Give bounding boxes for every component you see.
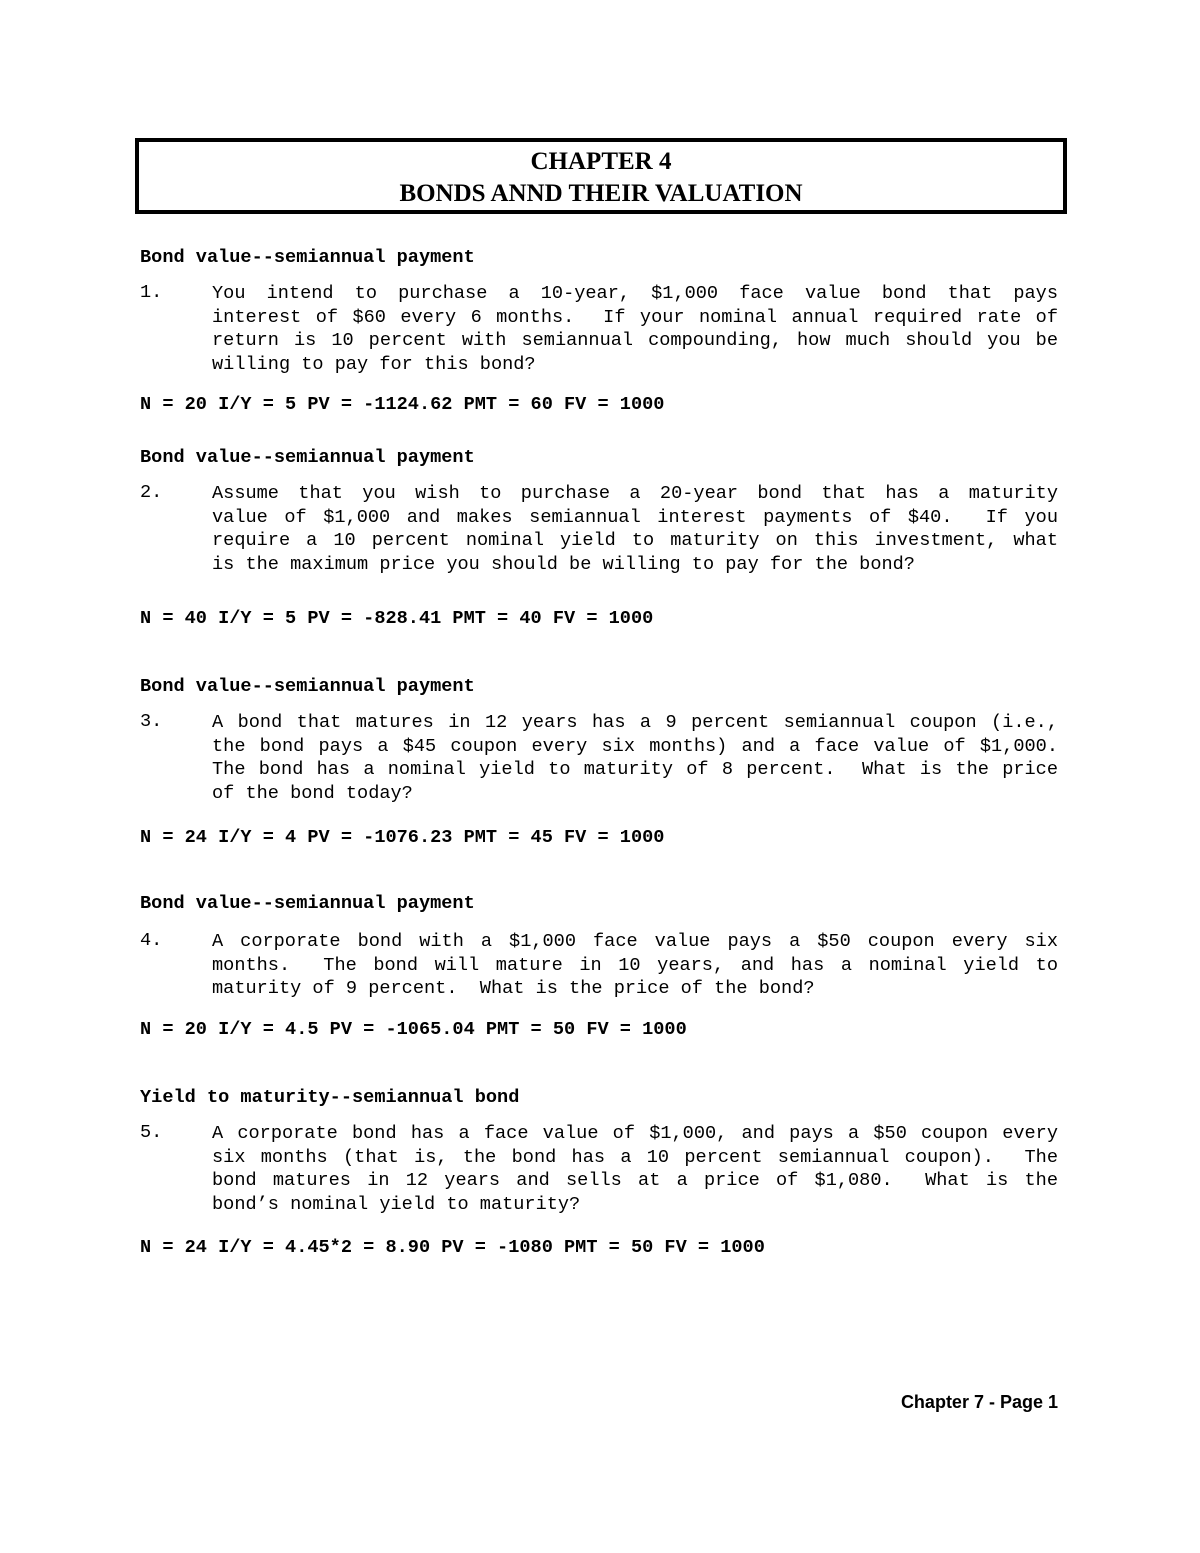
- page-footer: Chapter 7 - Page 1: [900, 1392, 1058, 1412]
- problem-1-text: [212, 282, 1062, 376]
- problem-5-line: bond’s nominal yield to maturity?: [212, 1193, 581, 1215]
- problem-4-answer: N = 20 I/Y = 4.5 PV = -1065.04 PMT = 50 FV = 1000: [140, 1019, 687, 1040]
- problem-2-number: 2.: [140, 482, 163, 503]
- problem-3-number: 3.: [140, 711, 163, 732]
- problem-4-heading: Bond value--semiannual payment: [140, 893, 475, 914]
- problem-3-line: the bond pays a $45 coupon every six months) and a face value of $1,000.: [212, 735, 1058, 757]
- problem-1-number: 1.: [140, 282, 163, 303]
- problem-2-text: [212, 482, 1062, 576]
- chapter-number: CHAPTER 4: [530, 148, 672, 175]
- problem-5-heading: Yield to maturity--semiannual bond: [140, 1087, 520, 1108]
- problem-4-number: 4.: [140, 930, 163, 951]
- problem-2-line: is the maximum price you should be willing to pay for the bond?: [212, 553, 915, 575]
- problem-2-line: value of $1,000 and makes semiannual interest payments of $40. If you: [212, 506, 1058, 528]
- problem-3-line: of the bond today?: [212, 782, 413, 804]
- problem-2-heading: Bond value--semiannual payment: [140, 447, 475, 468]
- problem-1-answer: N = 20 I/Y = 5 PV = -1124.62 PMT = 60 FV = 1000: [140, 394, 665, 415]
- problem-5-number: 5.: [140, 1122, 163, 1143]
- chapter-title: BONDS ANND THEIR VALUATION: [399, 180, 803, 207]
- chapter-title-box: [135, 138, 1067, 214]
- problem-2-line: require a 10 percent nominal yield to maturity on this investment, what: [212, 530, 1058, 551]
- problem-1-line: You intend to purchase a 10-year, $1,000 face value bond that pays: [212, 283, 1058, 304]
- problem-3-answer: N = 24 I/Y = 4 PV = -1076.23 PMT = 45 FV = 1000: [140, 827, 665, 848]
- problem-4-line: A corporate bond with a $1,000 face value pays a $50 coupon every six: [212, 931, 1058, 952]
- problem-1-line: willing to pay for this bond?: [212, 353, 536, 375]
- problem-5-text: [212, 1122, 1062, 1216]
- problem-3-text: [212, 711, 1062, 805]
- problem-1-line: return is 10 percent with semiannual compounding, how much should you be: [212, 330, 1058, 351]
- problem-2-line: Assume that you wish to purchase a 20-year bond that has a maturity: [212, 483, 1058, 504]
- problem-1-line: interest of $60 every 6 months. If your nominal annual required rate of: [212, 306, 1058, 328]
- problem-4-line: maturity of 9 percent. What is the price of the bond?: [212, 978, 815, 999]
- problem-5-line: bond matures in 12 years and sells at a price of $1,080. What is the: [212, 1170, 1058, 1191]
- problem-1-heading: Bond value--semiannual payment: [140, 247, 475, 268]
- problem-5-line: A corporate bond has a face value of $1,000, and pays a $50 coupon every: [212, 1123, 1058, 1144]
- problem-2-answer: N = 40 I/Y = 5 PV = -828.41 PMT = 40 FV = 1000: [140, 608, 654, 629]
- problem-5-line: six months (that is, the bond has a 10 percent semiannual coupon). The: [212, 1146, 1058, 1168]
- problem-4-line: months. The bond will mature in 10 years, and has a nominal yield to: [212, 954, 1058, 976]
- problem-5-answer: N = 24 I/Y = 4.45*2 = 8.90 PV = -1080 PMT = 50 FV = 1000: [140, 1237, 765, 1258]
- problem-3-line: The bond has a nominal yield to maturity of 8 percent. What is the price: [212, 759, 1058, 780]
- problem-3-heading: Bond value--semiannual payment: [140, 676, 475, 697]
- problem-3-line: A bond that matures in 12 years has a 9 percent semiannual coupon (i.e.,: [212, 712, 1058, 733]
- problem-4-text: [212, 930, 1062, 1001]
